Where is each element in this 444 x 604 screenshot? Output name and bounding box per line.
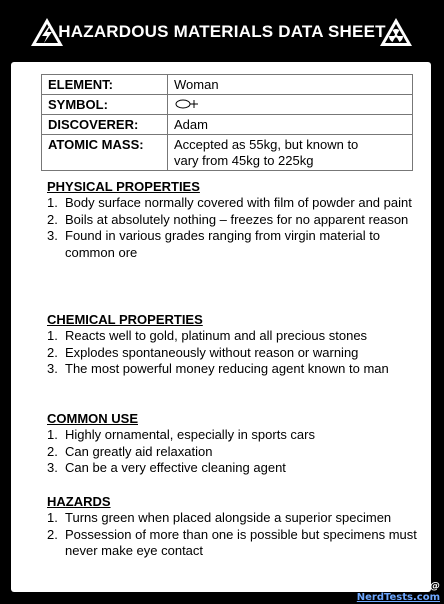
high-voltage-warning-icon — [29, 16, 65, 48]
atomic-mass-line: vary from 45kg to 225kg — [174, 153, 314, 168]
list-item: 3. The most powerful money reducing agent known to man — [47, 361, 389, 376]
page-title: HAZARDOUS MATERIALS DATA SHEET — [58, 22, 386, 41]
list-item: 3. Found in various grades ranging from virgin material to common ore — [47, 228, 381, 260]
radiation-warning-icon — [378, 16, 414, 48]
site-link[interactable]: NerdTests.com — [356, 592, 440, 603]
discoverer-label: DISCOVERER: — [42, 115, 168, 135]
symbol-value — [168, 95, 413, 115]
section-title: HAZARDS — [47, 494, 111, 509]
section-title: COMMON USE — [47, 411, 138, 426]
element-label: ELEMENT: — [42, 75, 168, 95]
table-row — [42, 75, 413, 95]
hazards-section — [47, 493, 417, 560]
element-value: Woman — [168, 75, 413, 95]
atomic-mass-label: ATOMIC MASS: — [42, 135, 168, 171]
find-more-label: Find More @ — [369, 581, 440, 592]
list-item: 2. Can greatly aid relaxation — [47, 443, 213, 459]
atomic-mass-line: Accepted as 55kg, but known to — [174, 137, 359, 152]
female-symbol-icon — [174, 98, 206, 110]
list-item: 1. Reacts well to gold, platinum and all precious stones — [47, 328, 368, 343]
element-info-table — [41, 74, 413, 171]
list-item: 3. Can be a very effective cleaning agent — [47, 460, 286, 475]
section-title: CHEMICAL PROPERTIES — [47, 312, 203, 327]
table-row — [42, 95, 413, 115]
section-title: PHYSICAL PROPERTIES — [47, 179, 200, 194]
chemical-properties-section — [47, 311, 417, 378]
content-panel — [11, 62, 431, 592]
table-row — [42, 135, 413, 171]
list-item: 2. Possession of more than one is possible but specimens must never make eye contact — [47, 526, 417, 558]
common-use-section — [47, 410, 417, 477]
list-item: 2. Boils at absolutely nothing – freezes for no apparent reason — [47, 211, 409, 227]
atomic-mass-value — [168, 135, 413, 171]
symbol-label: SYMBOL: — [42, 95, 168, 115]
list-item: 1. Body surface normally covered with film of powder and paint — [47, 195, 412, 210]
footer-credit — [357, 581, 440, 603]
list-item: 2. Explodes spontaneously without reason or warning — [47, 344, 359, 360]
physical-properties-section — [47, 178, 417, 261]
list-item: 1. Turns green when placed alongside a superior specimen — [47, 510, 392, 525]
table-row — [42, 115, 413, 135]
list-item: 1. Highly ornamental, especially in sports cars — [47, 427, 315, 442]
discoverer-value: Adam — [168, 115, 413, 135]
header — [0, 0, 444, 64]
